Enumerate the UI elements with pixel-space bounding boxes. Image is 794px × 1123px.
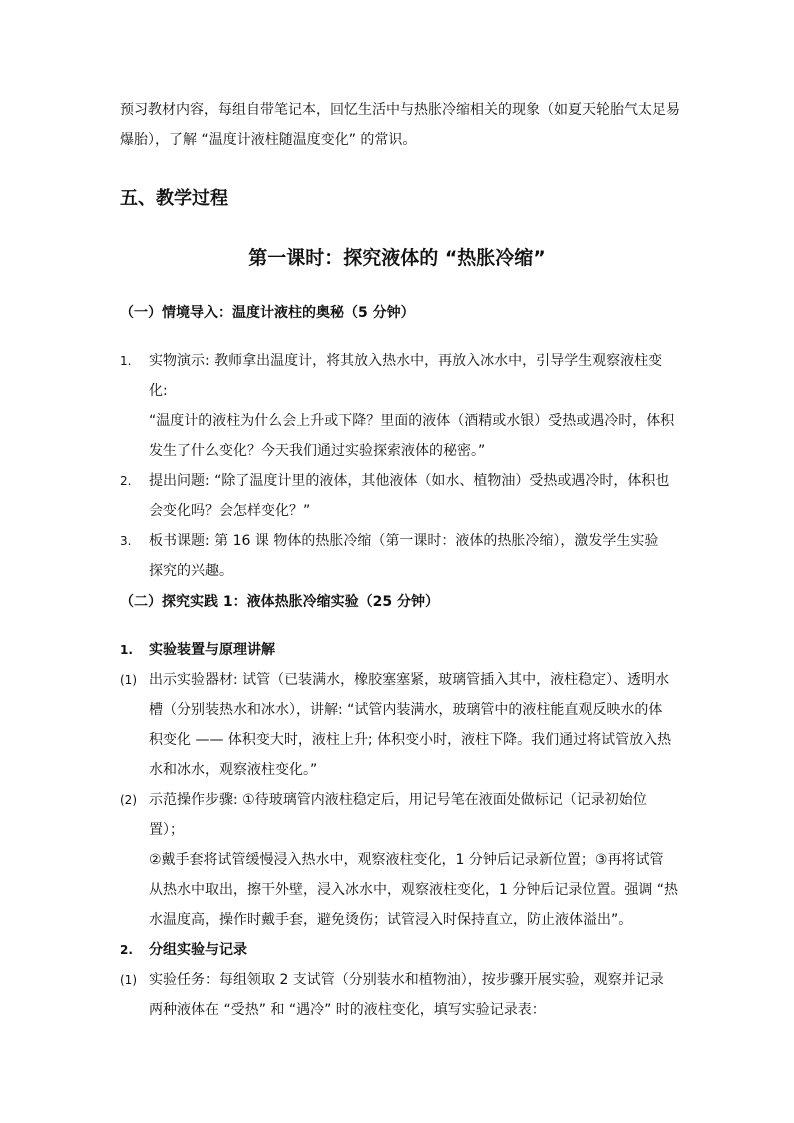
subsection-heading: [120, 935, 680, 965]
part1-heading: （一）情境导入：温度计液柱的奥秘（5 分钟）: [120, 305, 415, 321]
item-line: 示范操作步骤: ①待玻璃管内液柱稳定后，用记号笔在液面处做标记（记录初始位置）；: [149, 792, 647, 838]
intro-paragraph: [120, 95, 680, 155]
item-number: 2.: [120, 474, 132, 488]
list-item: [120, 526, 680, 586]
list-item: [120, 965, 680, 1025]
item-number: 2.: [120, 943, 133, 957]
item-line: 提出问题: “除了温度计里的液体，其他液体（如水、植物油）受热或遇冷时，体积也: [149, 473, 670, 489]
intro-line: 爆胎），了解 “温度计液柱随温度变化” 的常识。: [120, 132, 417, 148]
item-number: (1): [120, 673, 137, 687]
item-line: 积变化 —— 体积变大时，液柱上升; 体积变小时，液柱下降。我们通过将试管放入热: [149, 732, 672, 748]
item-line: 从热水中取出，擦干外壁，浸入冰水中，观察液柱变化，1 分钟后记录位置。强调 “热: [149, 882, 679, 898]
item-line: 发生了什么变化？今天我们通过实验探索液体的秘密。”: [149, 443, 486, 459]
item-number: 1.: [120, 354, 132, 368]
item-line: ②戴手套将试管缓慢浸入热水中，观察液柱变化，1 分钟后记录新位置；③再将试管: [149, 852, 664, 868]
intro-line: 预习教材内容，每组自带笔记本，回忆生活中与热胀冷缩相关的现象（如夏天轮胎气太足易: [120, 102, 680, 118]
lesson-title: 第一课时：探究液体的 “热胀冷缩”: [248, 247, 546, 269]
item-line: 槽（分别装热水和冰水），讲解: “试管内装满水，玻璃管中的液柱能直观反映水的体: [149, 702, 663, 718]
part2-list: [120, 635, 680, 1025]
part2-heading: （二）探究实践 1：液体热胀冷缩实验（25 分钟）: [120, 594, 439, 610]
item-line: 探究的兴趣。: [149, 563, 233, 579]
subsection-heading: [120, 635, 680, 665]
item-line: 出示实验器材: 试管（已装满水，橡胶塞塞紧，玻璃管插入其中，液柱稳定）、透明水: [149, 672, 670, 688]
item-number: (2): [120, 793, 137, 807]
item-number: (1): [120, 973, 137, 987]
list-item: [120, 785, 680, 935]
section-heading: 五、教学过程: [120, 188, 228, 209]
item-line: 实验任务：每组领取 2 支试管（分别装水和植物油），按步骤开展实验，观察并记录: [149, 972, 664, 988]
list-item: [120, 466, 680, 526]
item-line: “温度计的液柱为什么会上升或下降？里面的液体（酒精或水银）受热或遇冷时，体积: [149, 413, 675, 429]
item-line: 水和冰水，观察液柱变化。”: [149, 762, 318, 778]
item-line: 实物演示: 教师拿出温度计，将其放入热水中，再放入冰水中，引导学生观察液柱变化:: [149, 353, 663, 399]
list-item: [120, 346, 680, 466]
list-item: [120, 665, 680, 785]
item-line: 板书课题: 第 16 课 物体的热胀冷缩（第一课时：液体的热胀冷缩），激发学生实验: [149, 533, 659, 549]
item-number: 1.: [120, 643, 133, 657]
item-line: 会变化吗？会怎样变化？”: [149, 503, 311, 519]
item-line: 两种液体在 “受热” 和 “遇冷” 时的液柱变化，填写实验记录表：: [149, 1002, 546, 1018]
part1-list: [120, 346, 680, 586]
item-number: 3.: [120, 534, 132, 548]
subsection-title: 实验装置与原理讲解: [149, 642, 275, 658]
subsection-title: 分组实验与记录: [149, 942, 247, 958]
item-line: 水温度高，操作时戴手套，避免烫伤；试管浸入时保持直立，防止液体溢出”。: [149, 912, 633, 928]
